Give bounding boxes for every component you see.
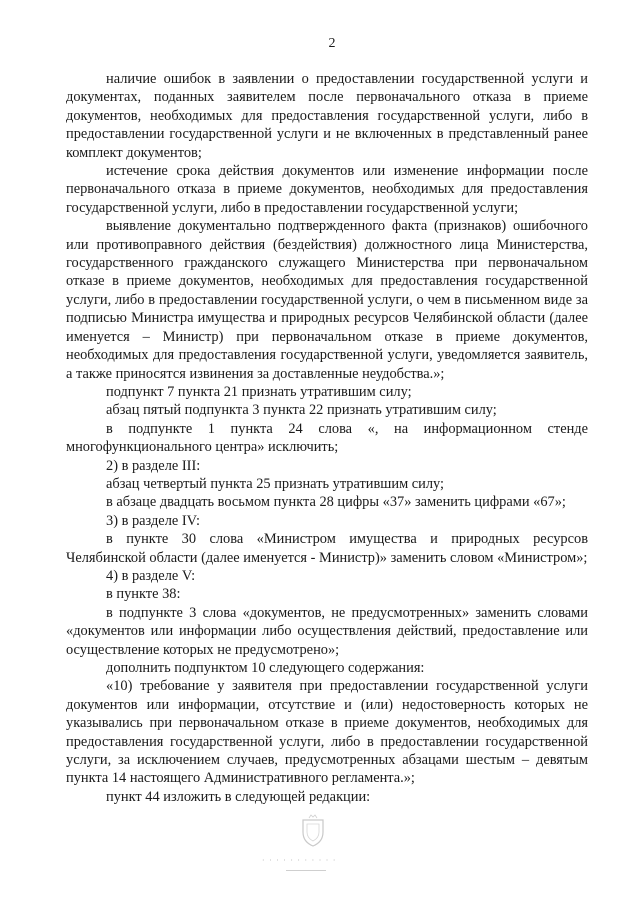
paragraph: абзац пятый подпункта 3 пункта 22 признать утратившим силу;	[106, 402, 497, 419]
document-body	[66, 70, 588, 806]
section-heading: 2) в разделе III:	[106, 457, 201, 474]
paragraph: в подпункте 1 пункта 24 слова «, на информационном стенде многофункционального центра» исключить;	[66, 420, 588, 456]
faint-footer-rule	[286, 870, 326, 871]
paragraph: в абзаце двадцать восьмом пункта 28 цифры «37» заменить цифрами «67»;	[106, 494, 566, 511]
paragraph: в подпункте 3 слова «документов, не предусмотренных» заменить словами «документов или информации либо осуществления действий, предоставление или осуществление которых не предусмотрено»;	[66, 604, 588, 658]
paragraph: пункт 44 изложить в следующей редакции:	[106, 788, 371, 805]
paragraph: подпункт 7 пункта 21 признать утратившим силу;	[106, 383, 412, 400]
coat-of-arms-stamp-icon	[296, 814, 330, 848]
paragraph: выявление документально подтвержденного факта (признаков) ошибочного или противоправного действия (бездействия) должностного лица Министерства, государственного гражданского служащего Министерства при первоначальном отказе в приеме документов, необходимых для предоставления государственной услуги, либо в предоставлении государственной услуги, о чем в письменном виде за подписью Министра имущества и природных ресурсов Челябинской области (далее именуется – Министр) при первоначальном отказе в приеме документов, необходимых для предоставления государственной услуги, уведомляется заявитель, а также приносятся извинения за доставленные неудобства.»;	[66, 218, 588, 382]
faint-footer-mark: · · · · · · · · · · ·	[262, 856, 337, 865]
paragraph: наличие ошибок в заявлении о предоставлении государственной услуги и документах, поданных заявителем после первоначального отказа в приеме документов, необходимых для предоставления государственной услуги, либо в предоставлении государственной услуги и не включенных в представленный ранее комплект документов;	[66, 71, 588, 161]
paragraph: дополнить подпунктом 10 следующего содержания:	[106, 660, 425, 676]
paragraph: истечение срока действия документов или изменение информации после первоначального отказа в приеме документов, необходимых для предоставления государственной услуги, либо в предоставлении государственной услуги;	[66, 163, 588, 216]
paragraph: в пункте 30 слова «Министром имущества и природных ресурсов Челябинской области (далее именуется - Министр)» заменить словом «Министром»;	[66, 531, 588, 566]
page-number: 2	[328, 36, 336, 51]
paragraph: абзац четвертый пункта 25 признать утратившим силу;	[106, 475, 445, 492]
section-heading: 3) в разделе IV:	[106, 512, 200, 529]
paragraph: в пункте 38:	[106, 586, 181, 603]
section-heading: 4) в разделе V:	[106, 567, 196, 584]
paragraph: «10) требование у заявителя при предоставлении государственной услуги документов или информации, отсутствие и (или) недостоверность которых не указывались при первоначальном отказе в приеме документов, необходимых для предоставления государственной услуги, либо в предоставлении государственной услуги, за исключением случаев, предусмотренных абзацами шестым – девятым пункта 14 настоящего Административного регламента.»;	[66, 678, 588, 787]
